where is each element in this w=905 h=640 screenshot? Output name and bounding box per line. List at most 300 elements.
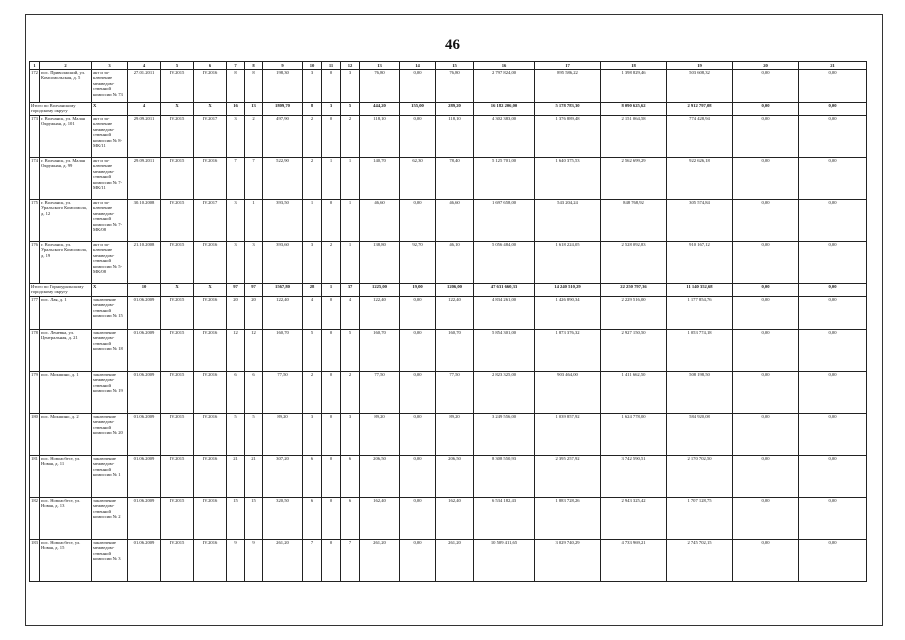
table-cell: 2 xyxy=(341,116,360,158)
table-cell: 160,70 xyxy=(263,330,303,372)
table-cell: пос. Мокшино, д. 2 xyxy=(40,414,92,456)
table-cell: 77,50 xyxy=(263,372,303,414)
table-cell: 2 562 699,29 xyxy=(601,158,667,200)
table-cell: 7 xyxy=(303,540,322,582)
table-cell: г. Волчанск, ул. Уральского Комсомола, д. 12 xyxy=(40,200,92,242)
table-cell: 155,00 xyxy=(400,103,436,116)
table-cell: 0,00 xyxy=(733,372,799,414)
table-cell: пос. Леневка, ул. Центральная, д. 21 xyxy=(40,330,92,372)
subtotal-label: Итого по Волчанскому городскому округу xyxy=(30,103,92,116)
table-cell: пос. Мокшино, д. 1 xyxy=(40,372,92,414)
table-cell: 3 xyxy=(245,242,263,284)
table-cell: X xyxy=(92,284,128,297)
table-cell: 62,30 xyxy=(400,158,436,200)
table-cell: 122,40 xyxy=(360,297,400,330)
table-cell: 3 742 590,51 xyxy=(601,456,667,498)
table-cell: 0,00 xyxy=(733,456,799,498)
table-cell: 0 xyxy=(322,297,341,330)
table-cell: 10 xyxy=(128,284,161,297)
table-row xyxy=(30,372,867,414)
table-cell: 0,00 xyxy=(733,103,799,116)
table-cell: 1567,80 xyxy=(263,284,303,297)
table-cell: 2 xyxy=(303,116,322,158)
table-cell: заключение межведом-ственной комиссии № 1 xyxy=(92,456,128,498)
table-cell: 0,00 xyxy=(799,116,867,158)
table-cell: 92,70 xyxy=(400,242,436,284)
table-cell: IV.2016 xyxy=(194,158,227,200)
table-cell: 1 697 658,00 xyxy=(474,200,535,242)
column-number-cell: 4 xyxy=(128,62,161,70)
table-cell: 176 xyxy=(30,242,40,284)
table-cell: 0 xyxy=(322,456,341,498)
table-cell: X xyxy=(92,103,128,116)
table-cell: 97 xyxy=(245,284,263,297)
table-cell: X xyxy=(194,284,227,297)
table-cell: акт и за-ключение межведом-ственной комиссии № 73 xyxy=(92,70,128,103)
table-cell: 6 xyxy=(245,372,263,414)
table-cell: 46,10 xyxy=(436,242,474,284)
table-cell: 0,00 xyxy=(400,540,436,582)
table-cell: пос. Лая, д. 1 xyxy=(40,297,92,330)
table-cell: 0,00 xyxy=(733,116,799,158)
table-cell: 3 xyxy=(341,414,360,456)
table-cell: 0,00 xyxy=(799,242,867,284)
table-cell: 20 xyxy=(245,297,263,330)
table-cell: 543 204,24 xyxy=(535,200,601,242)
table-cell: IV.2016 xyxy=(194,330,227,372)
table-cell: 177 xyxy=(30,297,40,330)
table-cell: 47 631 660,33 xyxy=(474,284,535,297)
table-cell: 77,50 xyxy=(360,372,400,414)
table-cell: 261,20 xyxy=(263,540,303,582)
table-cell: заключение межведом-ственной комиссии № 15 xyxy=(92,297,128,330)
table-cell: 1206,00 xyxy=(436,284,474,297)
table-cell: IV.2016 xyxy=(194,242,227,284)
table-cell: 0 xyxy=(322,116,341,158)
table-cell: 0,00 xyxy=(799,103,867,116)
table-cell: 4 302 383,00 xyxy=(474,116,535,158)
table-cell: пос. Новоасбест, ул. Новая, д. 13 xyxy=(40,498,92,540)
table-cell: 4 xyxy=(303,297,322,330)
table-cell: 1 xyxy=(245,200,263,242)
table-cell: 19,00 xyxy=(400,284,436,297)
table-cell: IV.2016 xyxy=(194,498,227,540)
table-cell: пос. Новоасбест, ул. Новая, д. 11 xyxy=(40,456,92,498)
table-cell: заключение межведом-ственной комиссии № 3 xyxy=(92,540,128,582)
table-cell: акт и за-ключение межведом-ственной комиссии № 8-МК/11 xyxy=(92,116,128,158)
table-cell: 1 053 774,18 xyxy=(667,330,733,372)
table-cell: IV.2016 xyxy=(194,414,227,456)
table-cell: 10 509 411,65 xyxy=(474,540,535,582)
table-cell: 0 xyxy=(322,200,341,242)
table-cell: 12 xyxy=(245,330,263,372)
table-cell: 0 xyxy=(322,414,341,456)
table-cell: 1 376 889,48 xyxy=(535,116,601,158)
table-cell: 118,10 xyxy=(360,116,400,158)
table-cell: IV.2016 xyxy=(194,456,227,498)
table-cell: 160,70 xyxy=(436,330,474,372)
table-cell: 0,00 xyxy=(733,330,799,372)
table-cell: 46,60 xyxy=(436,200,474,242)
table-cell: 305 574,84 xyxy=(667,200,733,242)
table-cell: 895 586,22 xyxy=(535,70,601,103)
table-cell: 0,00 xyxy=(400,456,436,498)
table-cell: 910 167,12 xyxy=(667,242,733,284)
table-cell: 2 xyxy=(303,158,322,200)
column-number-cell: 9 xyxy=(263,62,303,70)
column-number-cell: 14 xyxy=(400,62,436,70)
table-cell: 261,20 xyxy=(436,540,474,582)
table-cell: 4 733 969,21 xyxy=(601,540,667,582)
table-cell: 0,00 xyxy=(733,70,799,103)
table-cell: 848 768,92 xyxy=(601,200,667,242)
table-cell: 76,80 xyxy=(360,70,400,103)
table-cell: 15 xyxy=(227,498,245,540)
table-cell: 444,20 xyxy=(360,103,400,116)
table-cell: 5 xyxy=(341,330,360,372)
table-cell: 0 xyxy=(322,70,341,103)
table-cell: 0,00 xyxy=(799,498,867,540)
table-cell: IV.2016 xyxy=(194,372,227,414)
table-cell: 122,40 xyxy=(436,297,474,330)
column-number-cell: 15 xyxy=(436,62,474,70)
table-cell: 922 626,18 xyxy=(667,158,733,200)
table-cell: 393,60 xyxy=(263,242,303,284)
table-cell: 508 198,50 xyxy=(667,372,733,414)
table-cell: IV.2015 xyxy=(161,456,194,498)
table-cell: 8 xyxy=(227,70,245,103)
table-cell: 2 xyxy=(245,116,263,158)
table-cell: 179 xyxy=(30,372,40,414)
table-cell: 903 464,00 xyxy=(535,372,601,414)
subtotal-label: Итого по Горноуральскому городскому округу xyxy=(30,284,92,297)
column-number-cell: 1 xyxy=(30,62,40,70)
table-cell: 13 xyxy=(245,103,263,116)
table-cell: 1 640 375,53 xyxy=(535,158,601,200)
table-row xyxy=(30,200,867,242)
table-row xyxy=(30,498,867,540)
table-cell: 29.09.2011 xyxy=(128,158,161,200)
table-cell: 97 xyxy=(227,284,245,297)
column-number-cell: 18 xyxy=(601,62,667,70)
column-number-row xyxy=(30,62,867,70)
table-cell: 2 912 797,08 xyxy=(667,103,733,116)
table-cell: X xyxy=(161,284,194,297)
table-cell: 206,50 xyxy=(436,456,474,498)
table-cell: 289,20 xyxy=(436,103,474,116)
table-cell: 0,00 xyxy=(400,330,436,372)
table-cell: 1809,70 xyxy=(263,103,303,116)
table-cell: 3 xyxy=(322,103,341,116)
table-row xyxy=(30,297,867,330)
table-cell: 180 xyxy=(30,414,40,456)
table-cell: 01.06.2009 xyxy=(128,330,161,372)
table-cell: 1 xyxy=(341,200,360,242)
table-cell: 0,00 xyxy=(799,200,867,242)
table-cell: 8 xyxy=(303,103,322,116)
table-cell: 0,00 xyxy=(400,498,436,540)
table-cell: 1225,00 xyxy=(360,284,400,297)
column-number-cell: 10 xyxy=(303,62,322,70)
table-cell: 0,00 xyxy=(799,456,867,498)
table-cell: IV.2015 xyxy=(161,540,194,582)
table-cell: 1 873 376,32 xyxy=(535,330,601,372)
table-cell: 0,00 xyxy=(400,70,436,103)
table-cell: 9 xyxy=(245,540,263,582)
table-cell: 0,00 xyxy=(400,200,436,242)
table-cell: 21 xyxy=(227,456,245,498)
column-number-cell: 13 xyxy=(360,62,400,70)
table-cell: 172 xyxy=(30,70,40,103)
table-cell: 0,00 xyxy=(799,284,867,297)
table-cell: 393,50 xyxy=(263,200,303,242)
column-number-cell: 8 xyxy=(245,62,263,70)
column-number-cell: 17 xyxy=(535,62,601,70)
table-cell: 89,20 xyxy=(436,414,474,456)
table-cell: 1 177 854,76 xyxy=(667,297,733,330)
table-cell: 46,60 xyxy=(360,200,400,242)
table-cell: 22 250 797,36 xyxy=(601,284,667,297)
table-cell: 320,50 xyxy=(263,498,303,540)
table-cell: 7 xyxy=(245,158,263,200)
table-cell: 1 398 829,46 xyxy=(601,70,667,103)
table-cell: заключение межведом-ственной комиссии № 20 xyxy=(92,414,128,456)
table-cell: 2 395 257,92 xyxy=(535,456,601,498)
table-cell: 11 140 352,68 xyxy=(667,284,733,297)
table-cell: IV.2015 xyxy=(161,372,194,414)
table-cell: 2 xyxy=(303,372,322,414)
table-cell: 8 308 550,93 xyxy=(474,456,535,498)
table-cell: 3 xyxy=(227,200,245,242)
table-cell: 7 xyxy=(341,540,360,582)
column-number-cell: 20 xyxy=(733,62,799,70)
table-cell: IV.2015 xyxy=(161,297,194,330)
table-cell: 1 618 224,05 xyxy=(535,242,601,284)
table-cell: IV.2015 xyxy=(161,414,194,456)
table-cell: акт и за-ключение межведом-ственной комиссии № 5-МК/08 xyxy=(92,242,128,284)
table-cell: 12 xyxy=(227,330,245,372)
table-cell: 2 229 516,00 xyxy=(601,297,667,330)
table-cell: 4 xyxy=(341,297,360,330)
table-cell: 0,00 xyxy=(799,372,867,414)
table-cell: 0,00 xyxy=(799,414,867,456)
table-cell: 1 411 662,50 xyxy=(601,372,667,414)
table-cell: 522,90 xyxy=(263,158,303,200)
table-cell: 0,00 xyxy=(733,540,799,582)
table-cell: 89,20 xyxy=(263,414,303,456)
table-cell: 3 xyxy=(227,116,245,158)
column-number-cell: 5 xyxy=(161,62,194,70)
table-cell: IV.2015 xyxy=(161,116,194,158)
table-cell: 1 xyxy=(303,200,322,242)
table-cell: 497,90 xyxy=(263,116,303,158)
table-cell: 160,70 xyxy=(360,330,400,372)
table-cell: 0,00 xyxy=(400,116,436,158)
table-cell: 0,00 xyxy=(400,414,436,456)
table-cell: 0,00 xyxy=(733,498,799,540)
table-cell: 1 426 890,34 xyxy=(535,297,601,330)
table-cell: 01.06.2009 xyxy=(128,498,161,540)
table-cell: X xyxy=(161,103,194,116)
table-cell: 7 xyxy=(227,158,245,200)
column-number-cell: 12 xyxy=(341,62,360,70)
table-cell: 138,80 xyxy=(360,242,400,284)
table-cell: 01.06.2009 xyxy=(128,372,161,414)
table-cell: 6 xyxy=(341,456,360,498)
table-row xyxy=(30,330,867,372)
table-cell: 3 249 556,00 xyxy=(474,414,535,456)
table-cell: 2 170 702,50 xyxy=(667,456,733,498)
table-cell: 3 xyxy=(341,70,360,103)
column-number-cell: 11 xyxy=(322,62,341,70)
table-cell: IV.2016 xyxy=(194,540,227,582)
table-cell: 5 125 701,00 xyxy=(474,158,535,200)
table-cell: 0,00 xyxy=(799,70,867,103)
column-number-cell: 2 xyxy=(40,62,92,70)
table-cell: 584 920,08 xyxy=(667,414,733,456)
table-cell: 1 xyxy=(341,158,360,200)
table-cell: 4 834 261,00 xyxy=(474,297,535,330)
table-row xyxy=(30,70,867,103)
table-cell: 15 xyxy=(245,498,263,540)
table-cell: 21.10.2008 xyxy=(128,242,161,284)
table-cell: 261,20 xyxy=(360,540,400,582)
table-row xyxy=(30,242,867,284)
table-cell: 0,00 xyxy=(400,372,436,414)
page-number: 46 xyxy=(445,37,460,53)
table-cell: 3 xyxy=(303,414,322,456)
table-cell: 198,30 xyxy=(263,70,303,103)
table-cell: 178 xyxy=(30,330,40,372)
table-cell: 77,50 xyxy=(436,372,474,414)
table-cell: 175 xyxy=(30,200,40,242)
table-cell: 2 797 824,00 xyxy=(474,70,535,103)
table-cell: акт и за-ключение межведом-ственной комиссии № 7-МК/08 xyxy=(92,200,128,242)
table-cell: 2 823 325,00 xyxy=(474,372,535,414)
table-cell: 0,00 xyxy=(733,242,799,284)
table-cell: 14 240 510,29 xyxy=(535,284,601,297)
table-cell: 1 039 857,92 xyxy=(535,414,601,456)
table-cell: 206,50 xyxy=(360,456,400,498)
table-cell: 16 182 206,00 xyxy=(474,103,535,116)
table-cell: 3 xyxy=(303,242,322,284)
table-cell: 1 624 778,00 xyxy=(601,414,667,456)
table-cell: г. Волчанск, ул. Малая Окружная, д. 99 xyxy=(40,158,92,200)
table-cell: 0 xyxy=(322,372,341,414)
table-cell: 27.01.2011 xyxy=(128,70,161,103)
table-cell: 5 056 484,00 xyxy=(474,242,535,284)
table-cell: 182 xyxy=(30,498,40,540)
table-cell: заключение межведом-ственной комиссии № 19 xyxy=(92,372,128,414)
table-cell: 5 178 783,30 xyxy=(535,103,601,116)
table-cell: 30.10.2008 xyxy=(128,200,161,242)
table-cell: IV.2015 xyxy=(161,242,194,284)
table-cell: 1 xyxy=(341,242,360,284)
table-cell: 118,10 xyxy=(436,116,474,158)
table-cell: 5 xyxy=(341,103,360,116)
table-cell: 01.06.2009 xyxy=(128,297,161,330)
table-cell: IV.2015 xyxy=(161,200,194,242)
column-number-cell: 7 xyxy=(227,62,245,70)
table-cell: 2 927 150,50 xyxy=(601,330,667,372)
table-cell: 6 xyxy=(227,372,245,414)
column-number-cell: 16 xyxy=(474,62,535,70)
table-cell: пос. Новоасбест, ул. Новая, д. 15 xyxy=(40,540,92,582)
column-number-cell: 19 xyxy=(667,62,733,70)
register-table xyxy=(29,61,867,582)
table-cell: 1 xyxy=(322,284,341,297)
table-cell: 2 151 064,58 xyxy=(601,116,667,158)
table-cell: 1 883 728,26 xyxy=(535,498,601,540)
table-cell: 3 xyxy=(227,242,245,284)
table-cell: 162,40 xyxy=(436,498,474,540)
column-number-cell: 3 xyxy=(92,62,128,70)
table-cell: 01.06.2009 xyxy=(128,414,161,456)
table-cell: 4 xyxy=(128,103,161,116)
table-cell: 3 029 740,29 xyxy=(535,540,601,582)
table-cell: 6 534 182,43 xyxy=(474,498,535,540)
table-cell: 0,00 xyxy=(799,540,867,582)
table-cell: 01.06.2009 xyxy=(128,456,161,498)
table-cell: 140,70 xyxy=(360,158,400,200)
table-cell: заключение межведом-ственной комиссии № 2 xyxy=(92,498,128,540)
table-cell: IV.2017 xyxy=(194,116,227,158)
table-cell: 5 xyxy=(227,414,245,456)
table-cell: 3 xyxy=(303,70,322,103)
table-cell: 174 xyxy=(30,158,40,200)
table-cell: 0 xyxy=(322,540,341,582)
table-cell: 307,20 xyxy=(263,456,303,498)
table-cell: 0,00 xyxy=(733,158,799,200)
table-cell: 89,20 xyxy=(360,414,400,456)
table-cell: 8 xyxy=(245,70,263,103)
table-row xyxy=(30,158,867,200)
table-cell: 6 xyxy=(341,498,360,540)
table-cell: IV.2015 xyxy=(161,158,194,200)
table-cell: IV.2015 xyxy=(161,70,194,103)
table-cell: IV.2015 xyxy=(161,498,194,540)
table-row xyxy=(30,540,867,582)
table-cell: заключение межведом-ственной комиссии № 18 xyxy=(92,330,128,372)
table-cell: г. Волчанск, ул. Малая Окружная, д. 101 xyxy=(40,116,92,158)
table-cell: 0,00 xyxy=(799,297,867,330)
table-cell: 0 xyxy=(322,330,341,372)
table-cell: 6 xyxy=(303,498,322,540)
table-cell: 21 xyxy=(245,456,263,498)
table-cell: 6 xyxy=(303,456,322,498)
table-row xyxy=(30,456,867,498)
column-number-cell: 6 xyxy=(194,62,227,70)
table-cell: 0,00 xyxy=(733,200,799,242)
table-cell: 183 xyxy=(30,540,40,582)
table-cell: 0,00 xyxy=(799,330,867,372)
table-cell: 0 xyxy=(322,498,341,540)
table-cell: 162,40 xyxy=(360,498,400,540)
table-cell: акт и за-ключение межведом-ственной комиссии № 7-МК/11 xyxy=(92,158,128,200)
table-cell: 122,40 xyxy=(263,297,303,330)
table-cell: 9 xyxy=(227,540,245,582)
table-cell: 1 xyxy=(322,158,341,200)
table-cell: 8 090 625,62 xyxy=(601,103,667,116)
table-cell: г. Волчанск, ул. Уральского Комсомола, д. 19 xyxy=(40,242,92,284)
table-cell: 0,00 xyxy=(400,297,436,330)
table-cell: 5 xyxy=(303,330,322,372)
column-number-cell: 21 xyxy=(799,62,867,70)
table-cell: 0,00 xyxy=(799,158,867,200)
table-row xyxy=(30,414,867,456)
table-cell: 0,00 xyxy=(733,297,799,330)
table-cell: IV.2017 xyxy=(194,200,227,242)
